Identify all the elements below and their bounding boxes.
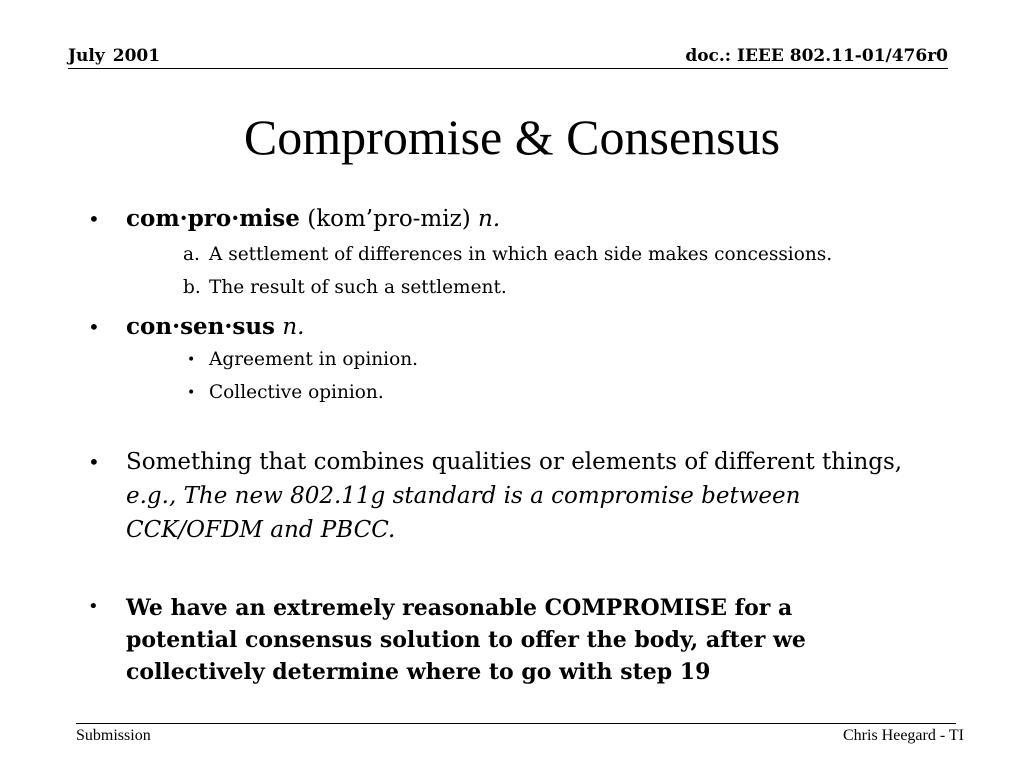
footer-rule <box>76 723 956 724</box>
header-date <box>68 46 160 66</box>
header-year: 2001 <box>112 46 161 66</box>
definition-consensus <box>126 310 906 344</box>
definition-text: A settlement of differences in which each side makes concessions. <box>209 244 833 265</box>
footer-author: Chris Heegard - TI <box>843 727 964 744</box>
footer-submission: Submission <box>76 727 151 744</box>
bullet-dot: • <box>88 315 100 339</box>
definition-mark: b. <box>183 277 201 298</box>
compromise-statement: We have an extremely reasonable COMPROMISE for a potential consensus solution to offer the body, after we collectively determine where to go with step 19 <box>126 595 806 685</box>
bullet-dot: • <box>88 596 99 617</box>
example-plain-text: Something that combines qualities or elements of different things, <box>126 449 903 475</box>
definition-a <box>183 243 832 267</box>
bullet-dot: • <box>88 450 100 474</box>
consensus-def-1: Agreement in opinion. <box>209 349 419 370</box>
definition-text: The result of such a settlement. <box>209 277 507 298</box>
pronunciation: (kom’pro-miz) <box>307 206 471 232</box>
sub-bullet-dot: • <box>187 385 196 401</box>
example-paragraph <box>126 445 906 547</box>
example-italic-text: e.g., The new 802.11g standard is a compromise between CCK/OFDM and PBCC. <box>126 483 801 543</box>
header-rule <box>68 68 948 69</box>
term-compromise: com·pro·mise <box>126 205 300 232</box>
definition-compromise <box>126 202 906 236</box>
consensus-def-2: Collective opinion. <box>209 382 384 403</box>
part-of-speech: n. <box>282 314 305 340</box>
term-consensus: con·sen·sus <box>126 313 276 340</box>
sub-bullet-dot: • <box>187 352 196 368</box>
definition-mark: a. <box>183 244 200 265</box>
bullet-dot: • <box>88 207 100 231</box>
part-of-speech: n. <box>478 206 501 232</box>
header-doc-id: doc.: IEEE 802.11-01/476r0 <box>685 46 948 66</box>
slide-title: Compromise & Consensus <box>243 109 781 165</box>
header-month: July <box>68 46 105 66</box>
definition-b <box>183 276 507 300</box>
